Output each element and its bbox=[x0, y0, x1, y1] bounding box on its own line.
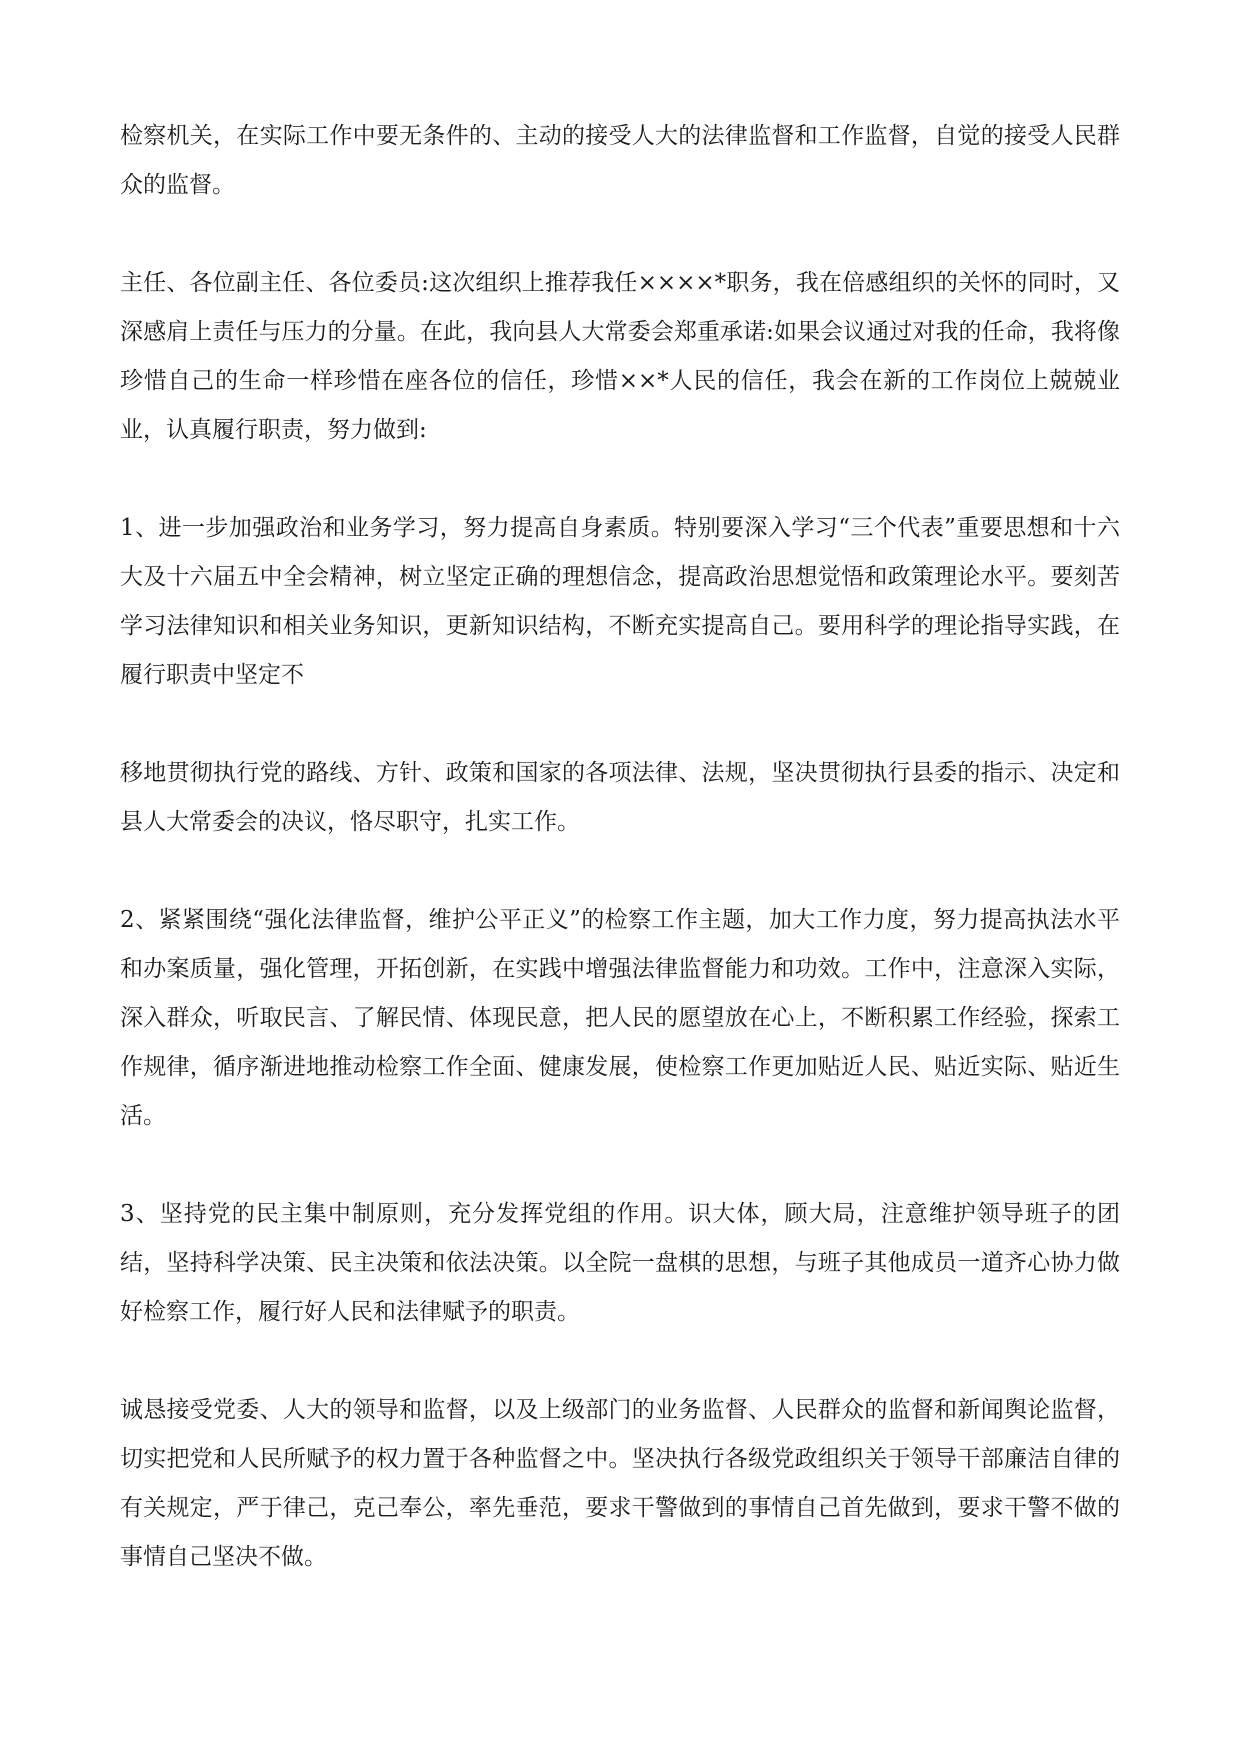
paragraph-supervision-intro: 检察机关，在实际工作中要无条件的、主动的接受人大的法律监督和工作监督，自觉的接受人民群众的监督。 bbox=[120, 123, 1120, 198]
paragraph-point-3: 3、坚持党的民主集中制原则，充分发挥党组的作用。识大体，顾大局，注意维护领导班子的团结，坚持科学决策、民主决策和依法决策。以全院一盘棋的思想，与班子其他成员一道齐心协力做好检察工作，履行好人民和法律赋予的职责。 bbox=[120, 1201, 1120, 1325]
paragraph-point-1-continued: 移地贯彻执行党的路线、方针、政策和国家的各项法律、法规，坚决贯彻执行县委的指示、决定和县人大常委会的决议，恪尽职守，扎实工作。 bbox=[120, 760, 1120, 835]
paragraph-point-2: 2、紧紧围绕“强化法律监督，维护公平正义”的检察工作主题，加大工作力度，努力提高执法水平和办案质量，强化管理，开拓创新，在实践中增强法律监督能力和功效。工作中，注意深入实际，深入群众，听取民言、了解民情、体现民意，把人民的愿望放在心上，不断积累工作经验，探索工作规律，循序渐进地推动检察工作全面、健康发展，使检察工作更加贴近人民、贴近实际、贴近生活。 bbox=[120, 907, 1120, 1129]
paragraph-commitment: 主任、各位副主任、各位委员:这次组织上推荐我任××××*职务，我在倍感组织的关怀的同时，又深感肩上责任与压力的分量。在此，我向县人大常委会郑重承诺:如果会议通过对我的任命，我将像珍惜自己的生命一样珍惜在座各位的信任，珍惜××*人民的信任，我会在新的工作岗位上兢兢业业，认真履行职责，努力做到: bbox=[120, 270, 1120, 443]
paragraph-point-1: 1、进一步加强政治和业务学习，努力提高自身素质。特别要深入学习“三个代表”重要思想和十六大及十六届五中全会精神，树立坚定正确的理想信念，提高政治思想觉悟和政策理论水平。要刻苦学习法律知识和相关业务知识，更新知识结构，不断充实提高自己。要用科学的理论指导实践，在履行职责中坚定不 bbox=[120, 515, 1120, 688]
document-body bbox=[120, 112, 1120, 1631]
paragraph-accept-supervision: 诚恳接受党委、人大的领导和监督，以及上级部门的业务监督、人民群众的监督和新闻舆论监督，切实把党和人民所赋予的权力置于各种监督之中。坚决执行各级党政组织关于领导干部廉洁自律的有关规定，严于律己，克己奉公，率先垂范，要求干警做到的事情自己首先做到，要求干警不做的事情自己坚决不做。 bbox=[120, 1397, 1120, 1570]
